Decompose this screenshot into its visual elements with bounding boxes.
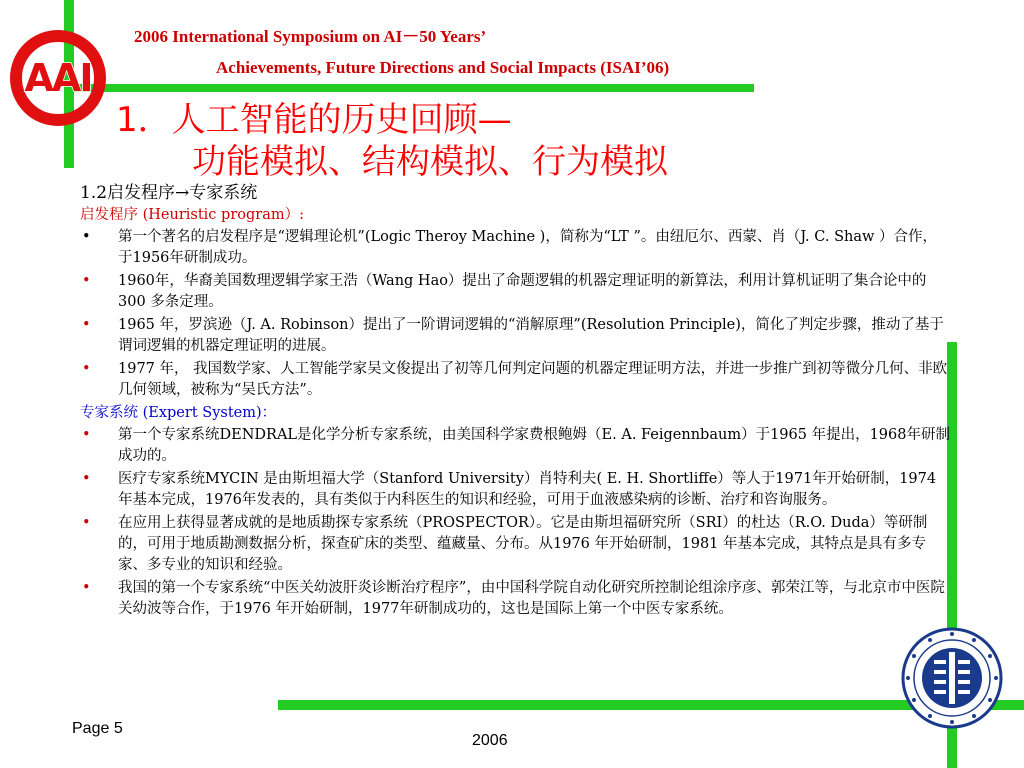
list-item: • 在应用上获得显著成就的是地质勘探专家系统（PROSPECTOR）。它是由斯坦福研究所（SRI）的杜达（R.O. Duda）等研制的，可用于地质勘测数据分析，探查矿床的类型、蕴藏量、分布。从1976 年开始研制，1981 年基本完成，其特点是具有多专家、多专业的知识和经验。	[82, 515, 928, 573]
section-subheading: 1.2启发程序→专家系统	[80, 183, 258, 203]
list-item: • 我国的第一个专家系统“中医关幼波肝炎诊断治疗程序”，由中国科学院自动化研究所控制论组涂序彦、郭荣江等，与北京市中医院关幼波等合作，于1976 年开始研制，1977年研制成功的，这也是国际上第一个中医专家系统。	[82, 580, 945, 617]
bullet-icon: •	[82, 273, 91, 289]
list-item: • 1977 年， 我国数学家、人工智能学家吴文俊提出了初等几何判定问题的机器定理证明方法，并进一步推广到初等微分几何、非欧几何领域，被称为“吴氏方法”。	[82, 361, 948, 398]
bullet-icon: •	[82, 317, 91, 333]
bullet-icon: •	[82, 427, 91, 443]
slide-subtitle: 功能模拟、结构模拟、行为模拟	[192, 142, 668, 182]
svg-text:AAI: AAI	[24, 56, 92, 100]
bullet-icon: •	[82, 471, 91, 487]
bullet-icon: •	[82, 580, 91, 596]
slide-content	[80, 182, 950, 622]
frame-line-top	[64, 84, 754, 92]
bullet-icon: •	[82, 229, 91, 245]
symposium-subtitle: Achievements, Future Directions and Social Impacts (ISAI’06)	[216, 58, 670, 77]
bullet-icon: •	[82, 361, 91, 377]
aai-logo-icon	[8, 28, 108, 128]
university-seal-icon	[900, 626, 1004, 730]
list-item: • 1960年，华裔美国数理逻辑学家王浩（Wang Hao）提出了命题逻辑的机器定理证明的新算法，利用计算机证明了集合论中的300 多条定理。	[82, 273, 927, 310]
list-item: • 医疗专家系统MYCIN 是由斯坦福大学（Stanford University）肖特利夫( E. H. Shortliffe）等人于1971年开始研制，1974 年基本完成，1976年发表的，具有类似于内科医生的知识和经验，可用于血液感染病的诊断、治疗和咨询服务。	[82, 471, 937, 508]
symposium-title: 2006 International Symposium on AI－50 Years’	[134, 27, 487, 46]
list-item: • 第一个著名的启发程序是“逻辑理论机”(Logic Theroy Machine )，简称为“LT ”。由纽厄尔、西蒙、肖（J. C. Shaw ）合作，于1956年研制成功。	[82, 229, 938, 266]
footer-year: 2006	[472, 732, 508, 749]
heuristic-heading: 启发程序 (Heuristic program）:	[80, 207, 304, 223]
list-item: • 1965 年，罗滨逊（J. A. Robinson）提出了一阶谓词逻辑的“消解原理”(Resolution Principle)，简化了判定步骤，推动了基于谓词逻辑的机器定理证明的进展。	[82, 317, 944, 354]
expert-system-heading: 专家系统 (Expert System)：	[80, 405, 277, 421]
list-item: • 第一个专家系统DENDRAL是化学分析专家系统，由美国科学家费根鲍姆（E. A. Feigennbaum）于1965 年提出，1968年研制成功的。	[82, 427, 950, 464]
bullet-icon: •	[82, 515, 91, 531]
page-number: Page 5	[72, 720, 123, 737]
slide-title: 1．人工智能的历史回顾—	[116, 100, 512, 140]
